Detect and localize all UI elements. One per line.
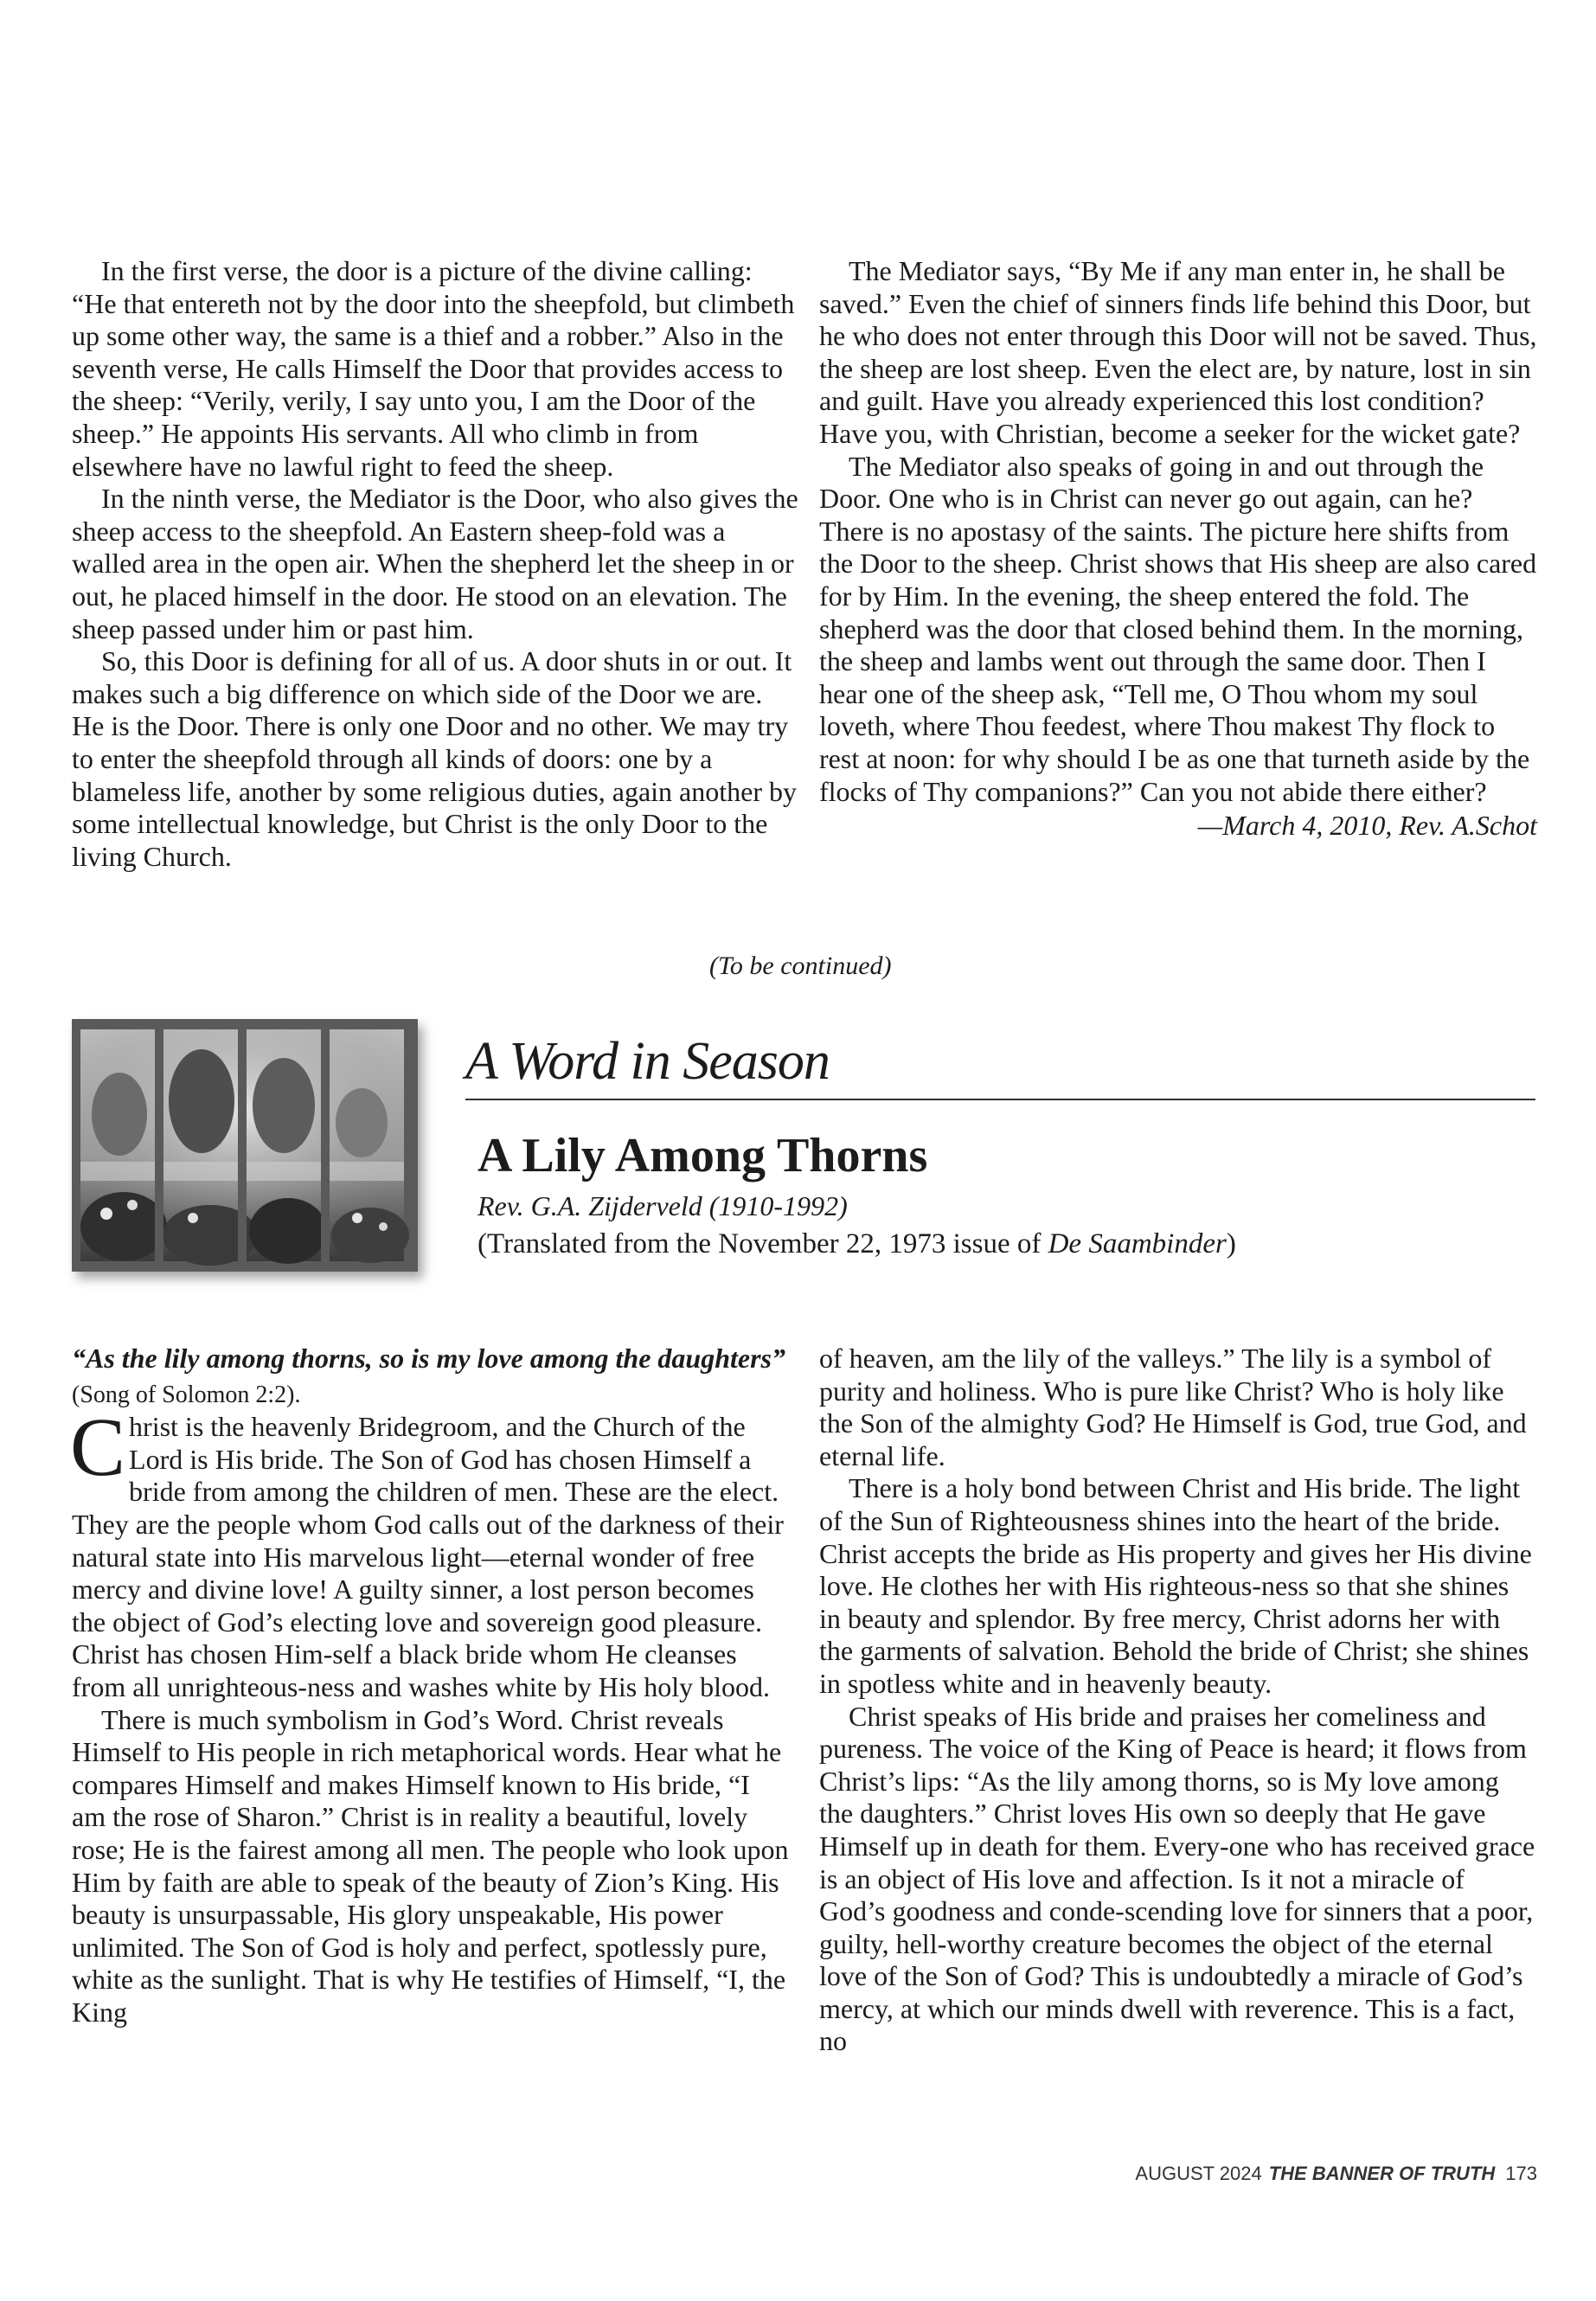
source-prefix: (Translated from the November 22, 1973 issue of [478, 1228, 1048, 1259]
paragraph: There is a holy bond between Christ and His bride. The light of the Sun of Righteousness shines into the heart of the bride. Christ accepts the bride as His property and gives her His divine love. He clothes her with His righteous-ness so that she shines in beauty and splendor. By free mercy, Christ adorns her with the garments of salvation. Behold the bride of Christ; she shines in spotless white and in heavenly beauty. [819, 1472, 1532, 1699]
paragraph: In the ninth verse, the Mediator is the Door, who also gives the sheep access to the sheepfold. An Eastern sheep-fold was a walled area in the open air. When the shepherd let the sheep in or out, he placed himself in the door. He stood on an elevation. The sheep passed under him or past him. [72, 483, 798, 644]
first-paragraph [70, 1400, 790, 1703]
source-suffix: ) [1226, 1228, 1236, 1259]
drop-cap: C [70, 1400, 126, 1494]
article-source [478, 1228, 1236, 1260]
epigraph-reference: (Song of Solomon 2:2). [72, 1381, 301, 1408]
bottom-right-column [819, 1343, 1537, 2058]
source-publication: De Saambinder [1048, 1228, 1227, 1259]
page-number: 173 [1505, 2163, 1537, 2184]
section-title: A Word in Season [465, 1032, 830, 1091]
epigraph [72, 1343, 790, 1411]
article-title: A Lily Among Thorns [478, 1129, 928, 1183]
paragraph: Christ speaks of His bride and praises her comeliness and pureness. The voice of the King of Peace is heard; it flows from Christ’s lips: “As the lily among thorns, so is My love among the daughters.” Christ loves His own so deeply that He gave Himself up in death for them. Every-one who has received grace is an object of His love and affection. Is it not a miracle of God’s goodness and conde-scending love for sinners that a poor, guilty, hell-worthy creature becomes the object of the eternal love of the Son of God? This is undoubtedly a miracle of God’s mercy, at which our minds dwell with reverence. This is a fact, no [819, 1700, 1535, 2057]
paragraph: In the first verse, the door is a picture of the divine calling: “He that entereth not by the door into the sheepfold, but climbeth up some other way, the same is a thief and a robber.” Also in the seventh verse, He calls Himself the Door that provides access to the sheep: “Verily, verily, I say unto you, I am the Door of the sheep.” He appoints His servants. All who climb in from elsewhere have no lawful right to feed the sheep. [72, 255, 795, 482]
article-author: Rev. G.A. Zijderveld (1910-1992) [478, 1190, 848, 1221]
paragraph: There is much symbolism in God’s Word. Christ reveals Himself to His people in rich metaphorical words. Hear what he compares Himself and makes Himself known to His bride, “I am the rose of Sharon.” Christ is in reality a beautiful, lovely rose; He is the fairest among all men. The people who look upon Him by faith are able to speak of the beauty of Zion’s King. His beauty is unsurpassable, His glory unspeakable, His power unlimited. The Son of God is holy and perfect, spotlessly pure, white as the sunlight. That is why He testifies of Himself, “I, the King [72, 1703, 789, 2028]
paragraph-continuation: of heaven, am the lily of the valleys.” The lily is a symbol of purity and holiness. Who is pure like Christ? Who is holy like the Son of the almighty God? He Himself is God, true God, and eternal life. [819, 1343, 1527, 1471]
four-panel-painting-image [72, 1019, 418, 1272]
footer-date: AUGUST 2024 [1135, 2163, 1262, 2184]
first-paragraph-text: hrist is the heavenly Bridegroom, and the Church of the Lord is His bride. The Son of God has chosen Himself a bride from among the children of men. These are the elect. They are the people whom God calls out of the darkness of their natural state into His marvelous light—eternal wonder of free mercy and divine love! A guilty sinner, a lost person becomes the object of God’s electing love and sovereign good pleasure. Christ has chosen Him-self a black bride whom He cleanses from all unrighteous-ness and washes white by His holy blood. [72, 1411, 784, 1702]
top-left-column [72, 255, 798, 873]
bottom-left-column [72, 1343, 790, 2029]
to-be-continued-note: (To be continued) [709, 952, 892, 980]
paragraph: The Mediator also speaks of going in and out through the Door. One who is in Christ can never go out again, can he? There is no apostasy of the saints. The picture here shifts from the Door to the sheep. Christ shows that His sheep are also cared for by Him. In the evening, the sheep entered the fold. The shepherd was the door that closed behind them. In the morning, the sheep and lambs went out through the same door. Then I hear one of the sheep ask, “Tell me, O Thou whom my soul loveth, where Thou feedest, where Thou makest Thy flock to rest at noon: for why should I be as one that turneth aside by the flocks of Thy companions?” Can you not abide there either? [819, 450, 1537, 807]
paragraph: The Mediator says, “By Me if any man enter in, he shall be saved.” Even the chief of sinners finds life behind this Door, but he who does not enter through this Door will not be saved. Thus, the sheep are lost sheep. Even the elect are, by nature, lost in sin and guilt. Have you already experienced this lost condition? Have you, with Christian, become a seeker for the wicket gate? [819, 255, 1537, 449]
epigraph-quote: “As the lily among thorns, so is my love among the daughters” [72, 1343, 785, 1374]
signature: —March 4, 2010, Rev. A.Schot [1197, 810, 1537, 842]
section-divider [465, 1099, 1535, 1100]
page-footer [1135, 2163, 1537, 2185]
top-right-column [819, 255, 1537, 843]
footer-magazine: THE BANNER OF TRUTH [1268, 2163, 1496, 2184]
paragraph: So, this Door is defining for all of us. A door shuts in or out. It makes such a big difference on which side of the Door we are. He is the Door. There is only one Door and no other. We may try to enter the sheepfold through all kinds of doors: one by a blameless life, another by some religious duties, again another by some intellectual knowledge, but Christ is the only Door to the living Church. [72, 645, 797, 872]
